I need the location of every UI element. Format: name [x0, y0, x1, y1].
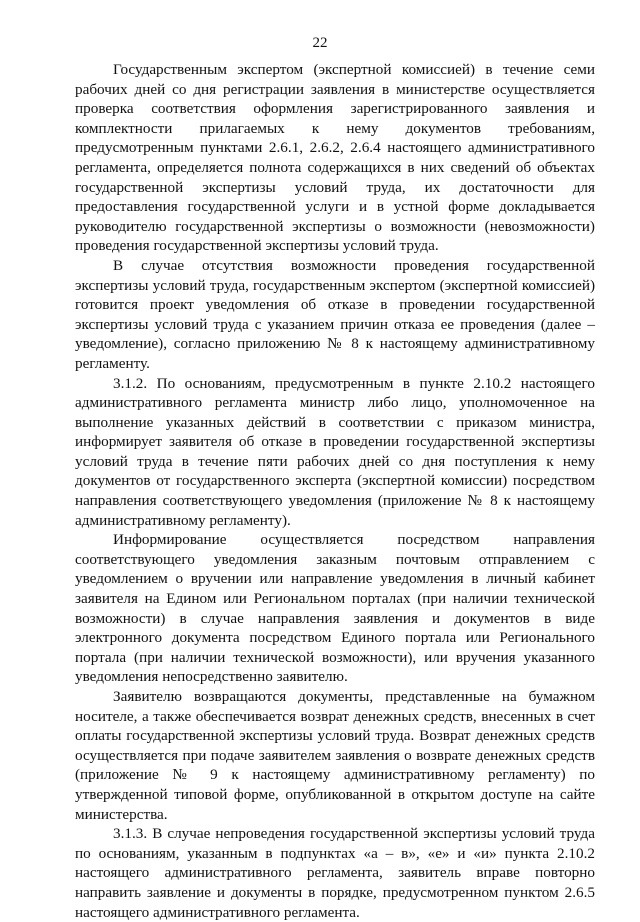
document-body — [75, 60, 595, 922]
paragraph-informing: Информирование осуществляется посредством направления соответствующего уведомления заказным почтовым отправлением с уведомлением о вручении или направление уведомления в личный кабинет заявителя на Едином или Региональном порталах (при наличии технической возможности) в случае направления заявления и документов в виде электронного документа посредством Единого портала или Регионального портала (при наличии технической возможности), или вручения указанного уведомления непосредственно заявителю. — [75, 531, 595, 686]
paragraph-expert-review: Государственным экспертом (экспертной комиссией) в течение семи рабочих дней со дня регистрации заявления в министерстве осуществляется проверка соответствия оформления зарегистрированного заявления и комплектности прилагаемых к нему документов требованиям, предусмотренным пунктами 2.6.1, 2.6.2, 2.6.4 настоящего административного регламента, определяется полнота содержащихся в них сведений об объектах государственной экспертизы условий труда, их достаточности для предоставления государственной услуги и в устной форме докладывается руководителю государственной экспертизы о возможности (невозможности) проведения государственной экспертизы условий труда. — [75, 61, 595, 255]
paragraph-refusal-notice-draft: В случае отсутствия возможности проведения государственной экспертизы условий труда, государственным экспертом (экспертной комиссией) готовится проект уведомления об отказе в проведении государственной экспертизы условий труда с указанием причин отказа ее проведения (далее – уведомление), согласно приложению № 8 к настоящему административному регламенту. — [75, 256, 595, 372]
paragraph-3-1-2: 3.1.2. По основаниям, предусмотренным в пункте 2.10.2 настоящего административного регламента министр либо лицо, уполномоченное на выполнение указанных действий в соответствии с приказом министра, информирует заявителя об отказе в проведении государственной экспертизы условий труда в течение пяти рабочих дней со дня поступления к нему документов от государственного эксперта (экспертной комиссии) посредством направления соответствующего уведомления (приложение № 8 к настоящему административному регламенту). — [75, 374, 595, 529]
paragraph-refund: Заявителю возвращаются документы, представленные на бумажном носителе, а также обеспечивается возврат денежных средств, внесенных в счет оплаты государственной экспертизы условий труда. Возврат денежных средств осуществляется при подаче заявителем заявления о возврате денежных средств (приложение № 9 к настоящему административному регламенту) по утвержденной типовой форме, опубликованной в открытом доступе на сайте министерства. — [75, 688, 595, 823]
paragraph-3-1-3: 3.1.3. В случае непроведения государственной экспертизы условий труда по основаниям, указанным в подпунктах «а – в», «е» и «и» пункта 2.10.2 настоящего административного регламента, заявитель вправе повторно направить заявление и документы в порядке, предусмотренном пунктом 2.6.5 настоящего административного регламента. — [75, 825, 595, 921]
page-number: 22 — [312, 35, 328, 51]
